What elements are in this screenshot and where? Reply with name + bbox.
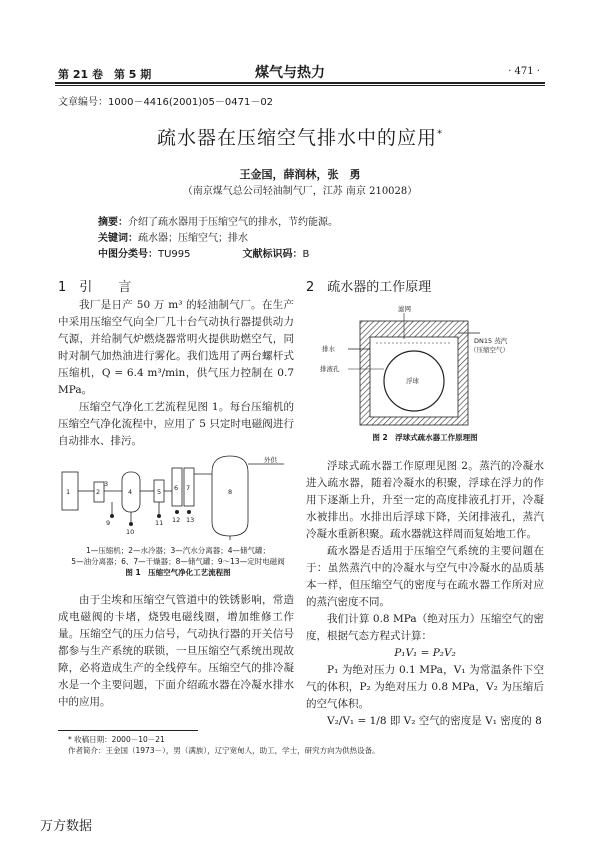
section-2-para-5: V₂/V₁ = 1/8 即 V₂ 空气的密度是 V₁ 密度的 8 [327, 715, 542, 727]
paper-title [0, 123, 600, 150]
fig1-num-8: 8 [228, 488, 233, 496]
abstract-text: 介绍了疏水器用于压缩空气的排水，节约能源。 [128, 217, 338, 228]
figure-1-legend [58, 545, 298, 578]
header-page-number: · 471 · [508, 66, 540, 77]
fig1-num-3: 3 [104, 480, 109, 488]
abstract-line [98, 213, 338, 228]
section-1-para-3: 由于尘埃和压缩空气管道中的铁锈影响，常造成电磁阀的卡堵，烧毁电磁线圈，增加维修工作量。压缩空气的压力信号，气动执行器的开关信号都参与生产系统的联锁，一旦压缩空气系统出现故障，必将造成生产的全线停车。压缩空气的排冷凝水是一个主要问题，下面介绍疏水器在冷凝水排水中的应用。 [58, 594, 294, 708]
fig2-label-vent: 排液孔 [320, 365, 340, 373]
header-journal: 煤气与热力 [255, 65, 325, 81]
section-1-body-continued [58, 592, 294, 711]
footnote-rule [58, 730, 198, 731]
doc-code-label: 文献标识码： [242, 249, 303, 260]
section-2-para-3: 我们计算 0.8 MPa（绝对压力）压缩空气的密度，根据气态方程式计算： [306, 613, 544, 642]
clc-label: 中图分类号： [98, 249, 158, 260]
section-1-body [58, 297, 294, 450]
watermark: 万方数据 [40, 819, 93, 834]
figure-1-legend-line-1: 1—压缩机；2—水冷器；3—汽水分离器；4—储气罐； [85, 546, 271, 555]
footnote-author: 作者简介：王金国（1973－），男（满族），辽宁宽甸人，助工，学士，研究方向为供热设备。 [68, 746, 380, 755]
section-1-para-1: 我厂是日产 50 万 m³ 的轻油制气厂。在生产中采用压缩空气向全厂几十台气动执行器提供动力气源，并给制气炉燃烧器常明火提供助燃空气，同时对制气加热油进行雾化。我们选用了两台螺杆式压缩机，Q = 6.4 m³/min，供气压力控制在 0.7 MPa。 [58, 299, 294, 396]
section-1-heading: 1 引 言 [58, 280, 132, 295]
abstract-label: 摘要： [98, 217, 128, 228]
fig1-num-12: 12 [172, 516, 181, 524]
affiliation: （南京煤气总公司轻油制气厂，江苏 南京 210028） [182, 186, 418, 197]
fig1-num-6: 6 [174, 484, 179, 492]
figure-1-flow-diagram [58, 452, 298, 544]
valve-11 [157, 514, 161, 518]
valve-10 [129, 522, 133, 526]
section-2-body [306, 458, 544, 730]
fig1-num-10: 10 [126, 528, 135, 536]
fig1-num-11: 11 [155, 519, 164, 527]
keywords-label: 关键词： [98, 233, 138, 244]
fig1-num-2: 2 [96, 488, 101, 496]
fig1-num-9: 9 [106, 519, 111, 527]
fig1-num-7: 7 [186, 484, 191, 492]
section-2-heading: 2 疏水器的工作原理 [306, 280, 432, 295]
fig1-num-13: 13 [186, 516, 195, 524]
fig1-num-5: 5 [157, 488, 162, 496]
header-rule-thin [55, 85, 545, 86]
fig1-num-1: 1 [66, 488, 71, 496]
doc-code-value: B [302, 249, 310, 260]
section-2-para-4: P₁ 为绝对压力 0.1 MPa，V₁ 为常温条件下空气的体积，P₂ 为绝对压力 0.8 MPa，V₂ 为压缩后的空气体积。 [306, 664, 544, 710]
fig1-out-label: 外供 [264, 456, 277, 464]
figure-2-float-trap-diagram [318, 303, 518, 428]
paper-title-text: 疏水器在压缩空气排水中的应用 [156, 127, 437, 149]
valve-13 [187, 510, 191, 514]
valve-12 [175, 510, 179, 514]
title-footnote-mark: * [437, 128, 443, 140]
header-rule [55, 82, 545, 84]
keywords-line [98, 229, 248, 244]
authors: 王金国，薛润林，张 勇 [239, 168, 361, 181]
air-receiver-2 [212, 456, 248, 536]
fig2-label-air: （压缩空气） [470, 346, 509, 354]
fig1-num-4: 4 [128, 488, 133, 496]
fig2-label-drain: 排水 [322, 345, 335, 353]
figure-1-legend-line-2: 5—油分离器；6、7—干燥器；8—储气罐；9～13—定时电磁阀 [71, 557, 285, 566]
section-1-para-2: 压缩空气净化工艺流程见图 1。每台压缩机的压缩空气净化流程中，应用了 5 只定时电磁阀进行自动排水、排污。 [58, 401, 294, 447]
figure-2-caption: 图 2 浮球式疏水器工作原理图 [372, 433, 478, 442]
classification-line [98, 245, 309, 260]
clc-value: TU995 [158, 249, 191, 260]
figure-1-caption: 图 1 压缩空气净化工艺流程图 [125, 568, 231, 577]
section-2-para-2: 疏水器是否适用于压缩空气系统的主要问题在于：虽然蒸汽中的冷凝水与空气中冷凝水的品质基本一样，但压缩空气的密度与在疏水器工作所对应的蒸汽密度不同。 [306, 545, 544, 608]
gas-equation: P₁V₁ = P₂V₂ [394, 647, 456, 659]
fig2-label-float: 浮球 [406, 377, 419, 385]
article-number: 文章编号：1000－4416(2001)05－0471－02 [58, 97, 274, 108]
fig2-label-dn: DN15 蒸汽 [474, 337, 508, 345]
section-2-para-1: 浮球式疏水器工作原理见图 2。蒸汽的冷凝水进入疏水器，随着冷凝水的积聚，浮球在浮力的作用下逐渐上升，升至一定的高度排液孔打开，冷凝水被排出。水排出后浮球下降，关闭排液孔，蒸汽冷凝水重新积聚。疏水器就这样周而复始地工作。 [306, 460, 544, 540]
footnote-received: * 收稿日期：2000－10－21 [68, 735, 165, 744]
header-volume: 第 21 卷 第 5 期 [58, 68, 152, 81]
keywords-text: 疏水器；压缩空气；排水 [138, 233, 248, 244]
fig2-label-filter: 滤网 [398, 305, 411, 313]
valve-9 [110, 514, 114, 518]
